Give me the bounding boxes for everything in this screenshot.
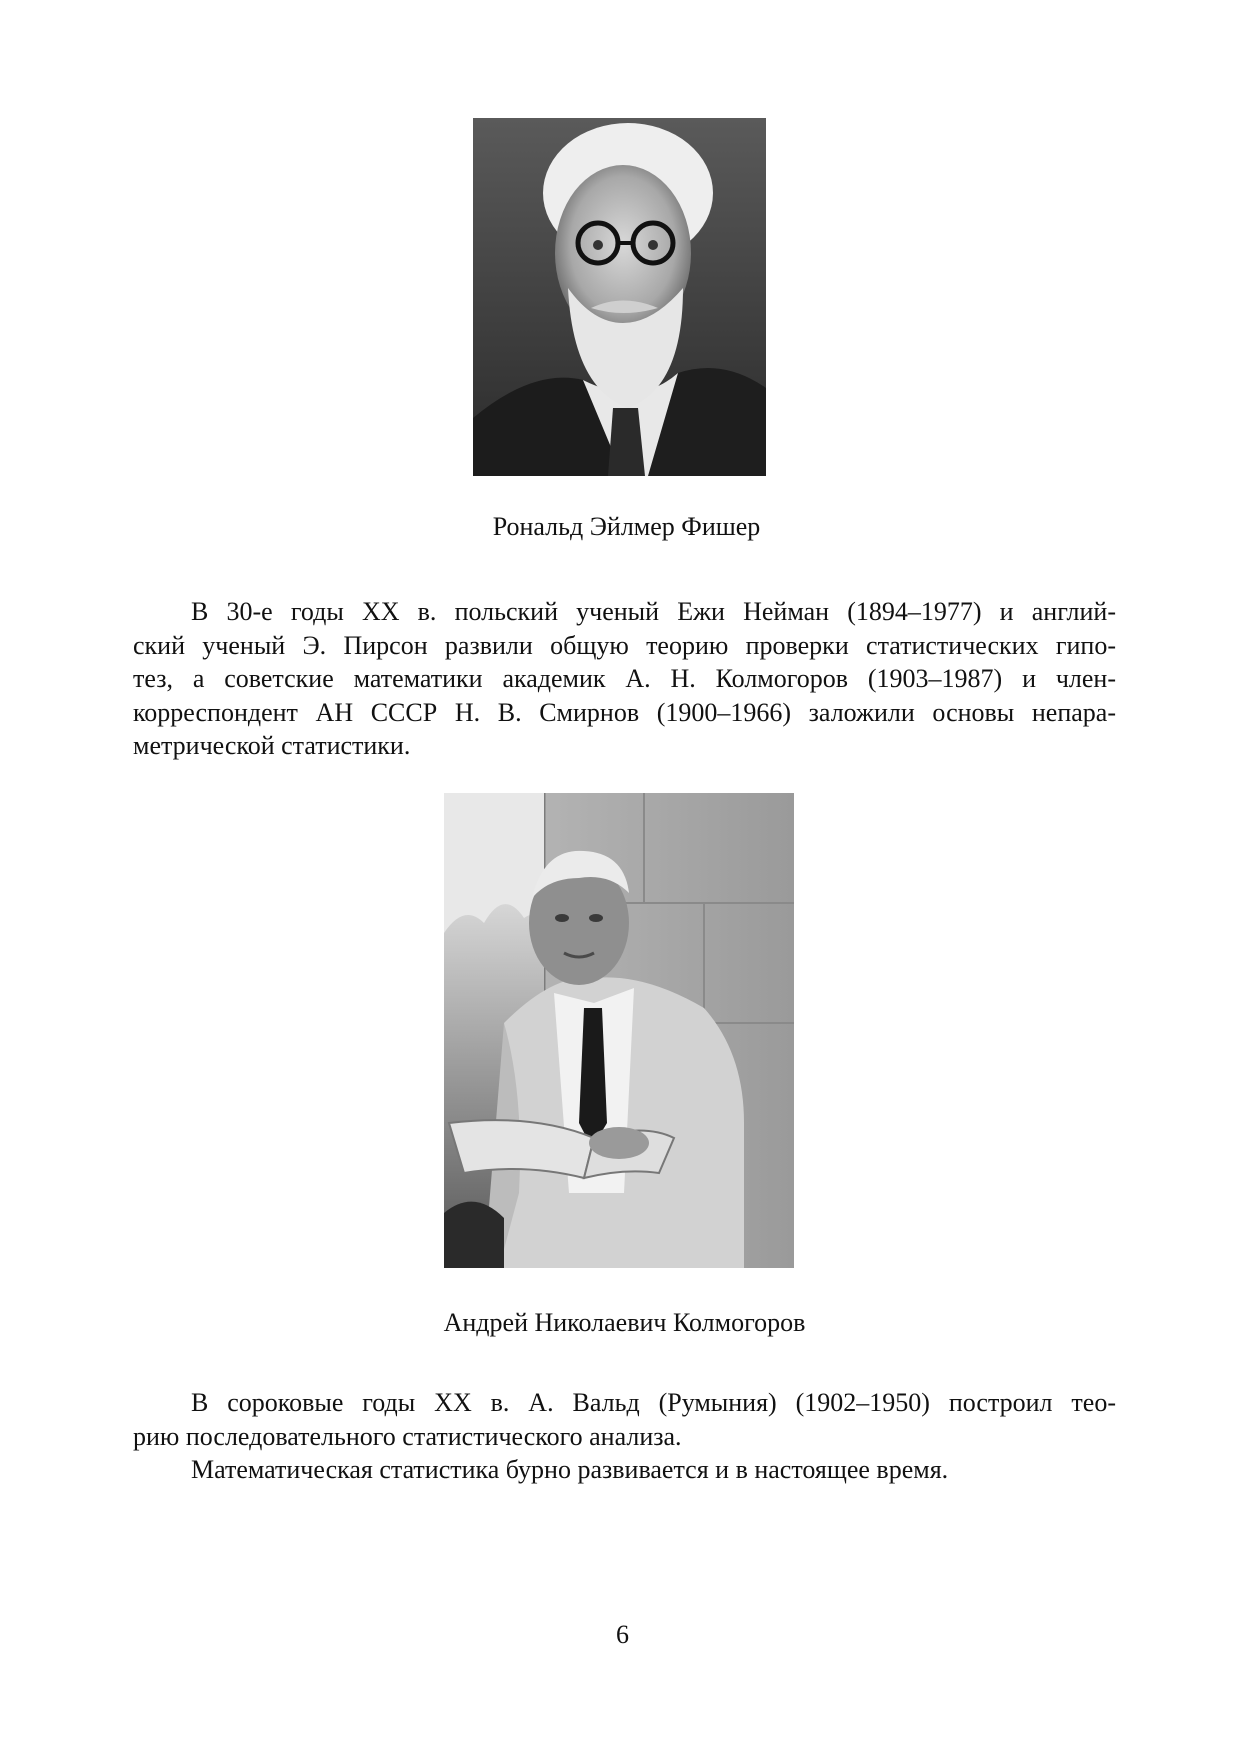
- portrait-kolmogorov-image: [444, 793, 794, 1268]
- paragraph-line: Математическая статистика бурно развивается и в настоящее время.: [191, 1455, 949, 1484]
- paragraph-line: В 30-е годы XX в. польский ученый Ежи Нейман (1894–1977) и англий-: [191, 597, 1116, 626]
- portrait-photo-fisher: [473, 118, 766, 476]
- paragraph-line: ский ученый Э. Пирсон развили общую теорию проверки статистических гипо-: [133, 630, 1116, 660]
- figure-caption-fisher: Рональд Эйлмер Фишер: [492, 512, 761, 541]
- page-number: 6: [616, 1620, 629, 1649]
- paragraph-wald: [133, 1386, 1116, 1487]
- figure-caption-kolmogorov: Андрей Николаевич Колмогоров: [443, 1308, 806, 1337]
- paragraph-line: тез, а советские математики академик А. Н. Колмогоров (1903–1987) и член-: [133, 664, 1116, 693]
- paragraph-line: В сороковые годы XX в. А. Вальд (Румыния) (1902–1950) построил тео-: [191, 1388, 1116, 1417]
- portrait-photo-kolmogorov: [444, 793, 794, 1268]
- portrait-fisher-image: [473, 118, 766, 476]
- paragraph-line: рию последовательного статистического анализа.: [133, 1421, 682, 1451]
- paragraph-line: корреспондент АН СССР Н. В. Смирнов (1900–1966) заложили основы непара-: [133, 697, 1116, 727]
- paragraph-neyman-pearson: [133, 595, 1116, 763]
- paragraph-line: метрической статистики.: [133, 731, 411, 760]
